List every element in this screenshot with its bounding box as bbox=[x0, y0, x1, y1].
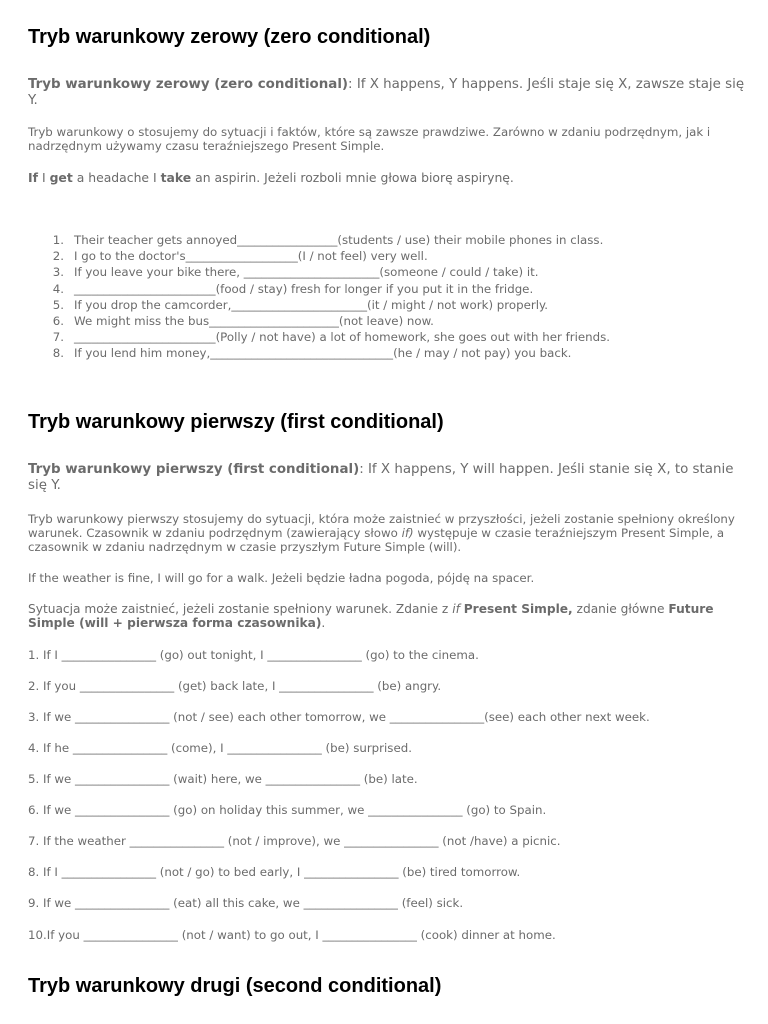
list-item: 3. If you leave your bike there, _______________________(someone / could / take) it. bbox=[52, 265, 539, 280]
first-exercise-line: 2. If you ________________ (get) back late, I ________________ (be) angry. bbox=[28, 679, 442, 693]
zero-example-get: get bbox=[49, 170, 73, 185]
first-exercise-line: 7. If the weather ________________ (not / improve), we ________________ (not /have) a picnic. bbox=[28, 834, 561, 848]
list-item: 5. If you drop the camcorder,_______________________(it / might / not work) properly. bbox=[52, 297, 549, 312]
first-exercise-line: 3. If we ________________ (not / see) each other tomorrow, we ________________(see) each other next week. bbox=[28, 710, 650, 724]
zero-exercise-list bbox=[28, 232, 610, 362]
zero-example-part: a headache I bbox=[72, 170, 161, 185]
first-exercise-line: 9. If we ________________ (eat) all this cake, we ________________ (feel) sick. bbox=[28, 896, 464, 910]
first-description: Tryb warunkowy pierwszy stosujemy do sytuacji, która może zaistnieć w przyszłości, jeżeli zostanie spełniony określony warunek. Czasownik w zdaniu podrzędnym (zawierający słowo if) występuje w czasie teraźniejszym Present Simple, a czasownik w zdaniu nadrzędnym w czasie przyszłym Future Simple (will). bbox=[28, 512, 735, 554]
first-exercise-line: 1. If I ________________ (go) out tonight, I ________________ (go) to the cinema. bbox=[28, 648, 479, 662]
first-definition-term: Tryb warunkowy pierwszy (first conditional) bbox=[28, 462, 360, 477]
list-item: 2. I go to the doctor's___________________(I / not feel) very well. bbox=[52, 249, 428, 264]
list-item: 4. ________________________(food / stay) fresh for longer if you put it in the fridge. bbox=[52, 281, 534, 296]
zero-example-take: take bbox=[160, 170, 192, 185]
zero-description: Tryb warunkowy o stosujemy do sytuacji i faktów, które są zawsze prawdziwe. Zarówno w zdaniu podrzędnym, jak i nadrzędnym używamy czasu teraźniejszego Present Simple. bbox=[28, 125, 711, 153]
first-exercise-line: 5. If we ________________ (wait) here, we ________________ (be) late. bbox=[28, 772, 418, 786]
list-item: 6. We might miss the bus______________________(not leave) now. bbox=[52, 313, 434, 328]
zero-example-part: an aspirin. Jeżeli rozboli mnie głowa biorę aspirynę. bbox=[191, 170, 514, 185]
zero-example bbox=[28, 171, 753, 185]
first-exercise-line: 6. If we ________________ (go) on holiday this summer, we ________________ (go) to Spain. bbox=[28, 803, 547, 817]
first-definition-text: : If X happens, Y will happen. Jeśli stanie się X, to stanie się Y. bbox=[28, 462, 734, 493]
zero-definition-text: : If X happens, Y happens. Jeśli staje się X, zawsze staje się Y. bbox=[28, 77, 745, 108]
first-heading: Tryb warunkowy pierwszy (first conditional) bbox=[28, 411, 444, 433]
zero-definition bbox=[28, 77, 748, 109]
first-definition bbox=[28, 462, 748, 494]
first-example: If the weather is fine, I will go for a walk. Jeżeli będzie ładna pogoda, pójdę na spacer. bbox=[28, 571, 535, 585]
first-exercise-line: 10.If you ________________ (not / want) to go out, I ________________ (cook) dinner at home. bbox=[28, 928, 556, 942]
list-item: 8. If you lend him money,_______________________________(he / may / not pay) you back. bbox=[52, 346, 572, 361]
zero-example-part: I bbox=[38, 170, 50, 185]
zero-example-if: If bbox=[28, 170, 39, 185]
list-item: 7. ________________________(Polly / not have) a lot of homework, she goes out with her friends. bbox=[52, 330, 610, 345]
first-exercise-line: 4. If he ________________ (come), I ________________ (be) surprised. bbox=[28, 741, 412, 755]
zero-definition-term: Tryb warunkowy zerowy (zero conditional) bbox=[28, 77, 349, 92]
list-item: 1. Their teacher gets annoyed_________________(students / use) their mobile phones in class. bbox=[52, 233, 604, 247]
first-exercise-line: 8. If I ________________ (not / go) to bed early, I ________________ (be) tired tomorrow. bbox=[28, 865, 521, 879]
zero-heading: Tryb warunkowy zerowy (zero conditional) bbox=[28, 26, 431, 48]
first-rule: Sytuacja może zaistnieć, jeżeli zostanie spełniony warunek. Zdanie z if Present Simple, zdanie główne Future Simple (will + pierwsza forma czasownika). bbox=[28, 602, 714, 630]
second-heading: Tryb warunkowy drugi (second conditional) bbox=[28, 975, 442, 997]
